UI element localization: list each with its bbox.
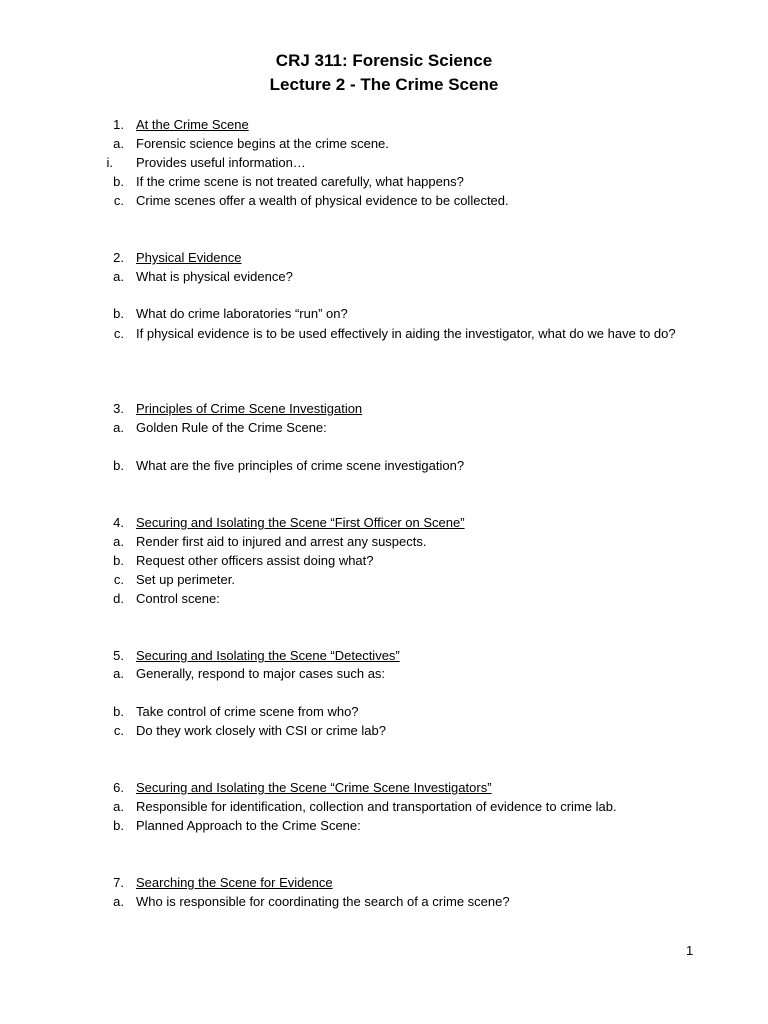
item-marker: c. — [113, 723, 124, 738]
section-number: 2. — [113, 250, 124, 265]
item-marker: b. — [113, 553, 124, 568]
item-marker: a. — [113, 420, 124, 435]
item-text: Set up perimeter. — [136, 572, 235, 587]
item-text: Responsible for identification, collection and transportation of evidence to crime lab. — [136, 799, 617, 814]
item-marker: a. — [113, 666, 124, 681]
section-number: 7. — [113, 875, 124, 890]
item-text: Render first aid to injured and arrest any suspects. — [136, 534, 427, 549]
item-marker: b. — [113, 174, 124, 189]
section-number: 4. — [113, 515, 124, 530]
item-text: Take control of crime scene from who? — [136, 704, 359, 719]
item-marker: b. — [113, 704, 124, 719]
section-title: Securing and Isolating the Scene “First Officer on Scene” — [136, 515, 465, 530]
section-number: 6. — [113, 780, 124, 795]
item-marker: a. — [113, 269, 124, 284]
item-marker: c. — [113, 326, 124, 341]
item-marker: b. — [113, 818, 124, 833]
document-subtitle: Lecture 2 - The Crime Scene — [269, 75, 499, 94]
section-title: At the Crime Scene — [136, 117, 249, 132]
section-number: 5. — [113, 648, 124, 663]
item-text: Generally, respond to major cases such as: — [136, 666, 386, 681]
page-number: 1 — [686, 943, 694, 958]
item-text: Request other officers assist doing what? — [136, 553, 374, 568]
item-marker: a. — [113, 894, 124, 909]
item-marker: a. — [113, 799, 124, 814]
section-title: Securing and Isolating the Scene “Crime Scene Investigators” — [136, 780, 492, 795]
item-marker: c. — [113, 572, 124, 587]
section-title: Principles of Crime Scene Investigation — [136, 401, 363, 416]
item-text: What do crime laboratories “run” on? — [136, 306, 348, 321]
section-number: 1. — [113, 117, 124, 132]
item-marker: b. — [113, 458, 124, 473]
item-marker: b. — [113, 306, 124, 321]
item-marker: i. — [106, 155, 113, 170]
item-text: If the crime scene is not treated carefully, what happens? — [136, 174, 464, 189]
item-text: Crime scenes offer a wealth of physical evidence to be collected. — [136, 193, 509, 208]
section-title: Physical Evidence — [136, 250, 242, 265]
item-marker: c. — [113, 193, 124, 208]
item-marker: a. — [113, 136, 124, 151]
item-text: Control scene: — [136, 591, 220, 606]
item-text: Planned Approach to the Crime Scene: — [136, 818, 361, 833]
item-text: Golden Rule of the Crime Scene: — [136, 420, 327, 435]
section-number: 3. — [113, 401, 124, 416]
item-text: Who is responsible for coordinating the search of a crime scene? — [136, 894, 510, 909]
item-text: Do they work closely with CSI or crime lab? — [136, 723, 386, 738]
section-title: Searching the Scene for Evidence — [136, 875, 333, 890]
document-title: CRJ 311: Forensic Science — [275, 51, 493, 70]
item-text: If physical evidence is to be used effectively in aiding the investigator, what do we have to do? — [136, 326, 676, 341]
item-text: What is physical evidence? — [136, 269, 293, 284]
item-marker: a. — [113, 534, 124, 549]
item-text: What are the five principles of crime scene investigation? — [136, 458, 465, 473]
section-title: Securing and Isolating the Scene “Detectives” — [136, 648, 400, 663]
item-text: Provides useful information… — [136, 155, 306, 170]
item-marker: d. — [113, 591, 124, 606]
item-text: Forensic science begins at the crime scene. — [136, 136, 389, 151]
